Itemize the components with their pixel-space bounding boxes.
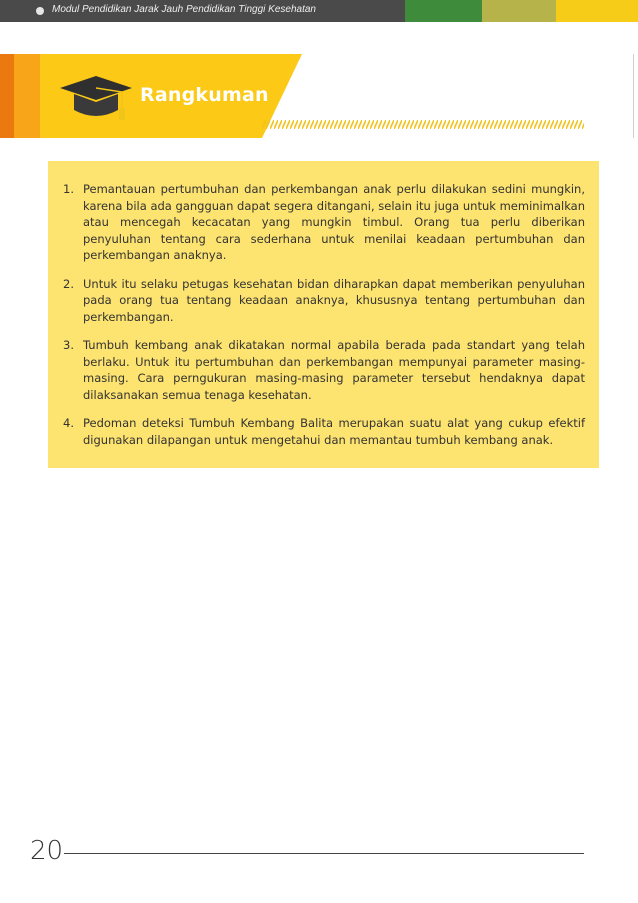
list-item <box>63 415 585 448</box>
banner-hatch-stripe <box>262 120 584 129</box>
module-title: Modul Pendidikan Jarak Jauh Pendidikan Tinggi Kesehatan <box>52 4 316 15</box>
graduation-cap-icon <box>56 72 134 124</box>
header-olive-segment <box>482 0 556 22</box>
item-text: Untuk itu selaku petugas kesehatan bidan diharapkan dapat memberikan penyuluhan pada orang tua tentang keadaan anaknya, khususnya tentang pertumbuhan dan perkembangan. <box>83 276 585 324</box>
bullet-dot-icon <box>36 7 44 15</box>
banner-amber-strip <box>14 54 40 138</box>
banner-edge-line <box>633 54 634 138</box>
banner-orange-strip <box>0 54 14 138</box>
footer-rule <box>64 853 584 854</box>
summary-list <box>63 181 585 460</box>
section-banner <box>0 54 638 140</box>
item-number: 1. <box>63 182 74 196</box>
summary-box <box>48 161 599 468</box>
item-number: 4. <box>63 416 74 430</box>
header-bar <box>0 0 638 22</box>
list-item <box>63 337 585 403</box>
section-title: Rangkuman <box>140 84 269 106</box>
item-text: Pemantauan pertumbuhan dan perkembangan anak perlu dilakukan sedini mungkin, karena bila ada gangguan dapat segera ditangani, selain itu juga untuk meminimalkan atau mencegah kecacatan yang mungkin timbul. Orang tua perlu diberikan penyuluhan tentang cara sederhana untuk menilai keadaan pertumbuhan dan perkembangan anaknya. <box>83 182 585 262</box>
item-text: Tumbuh kembang anak dikatakan normal apabila berada pada standart yang telah berlaku. Untuk itu pertumbuhan dan perkembangan mempunyai parameter masing-masing. Cara perngukuran masing-masing parameter tersebut hendaknya dapat dilaksanakan semua tenaga kesehatan. <box>83 338 585 402</box>
list-item <box>63 181 585 264</box>
list-item <box>63 276 585 326</box>
item-number: 2. <box>63 276 74 291</box>
page-number: 20 <box>30 836 64 866</box>
item-number: 3. <box>63 338 74 352</box>
header-yellow-segment <box>556 0 638 22</box>
item-text: Pedoman deteksi Tumbuh Kembang Balita merupakan suatu alat yang cukup efektif digunakan dilapangan untuk mengetahui dan memantau tumbuh kembang anak. <box>83 416 585 447</box>
header-green-segment <box>405 0 482 22</box>
